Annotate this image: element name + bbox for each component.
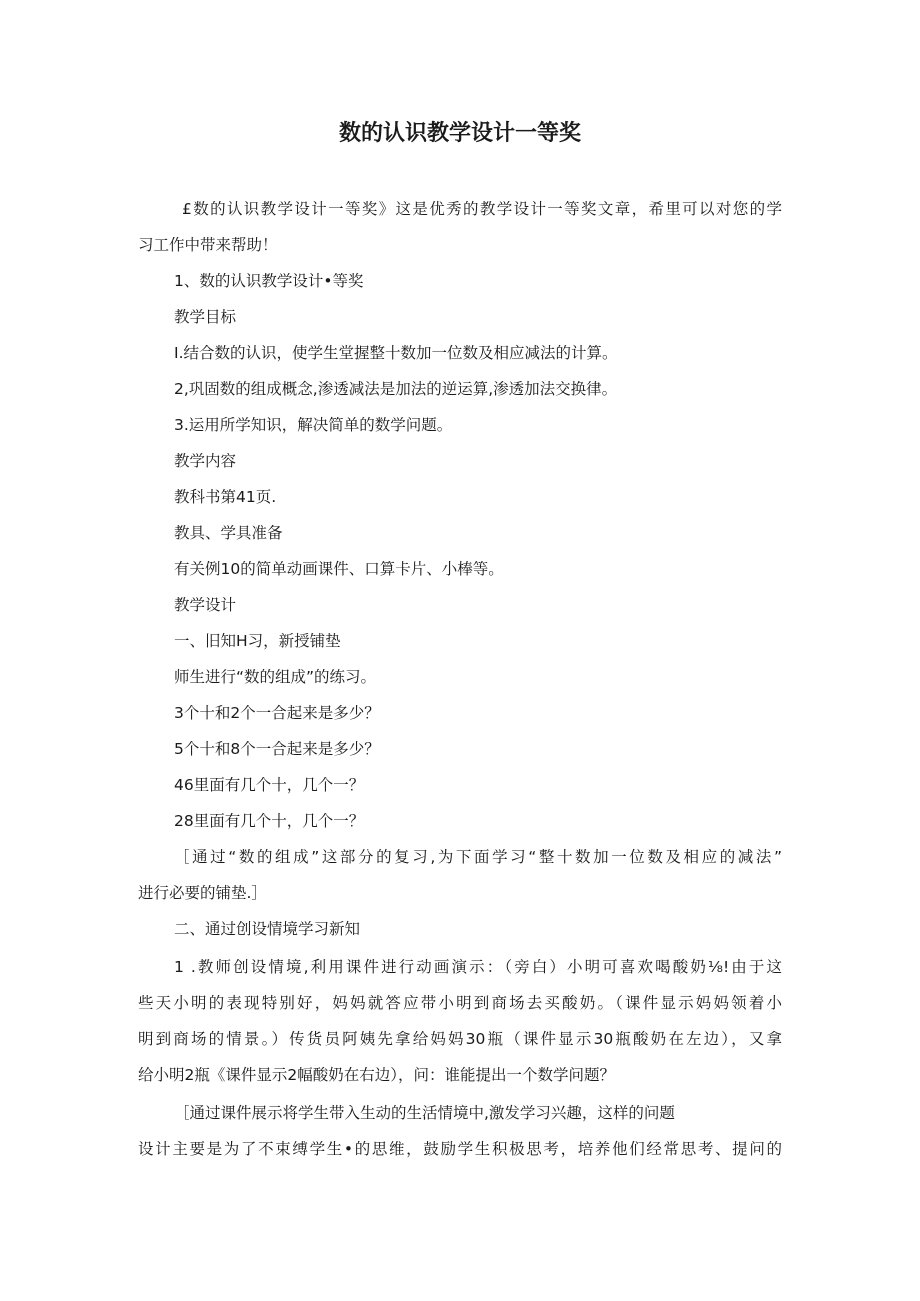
paragraph-line: 有关例10的简单动画课件、口算卡片、小棒等。: [174, 560, 504, 578]
section-heading: 1、数的认识教学设计•等奖: [174, 272, 364, 290]
section-heading: 教具、学具准备: [174, 524, 283, 542]
annotation-line: ［通过课件展示将学生带入生动的生活情境中,激发学习兴趣，这样的问题: [174, 1104, 675, 1122]
paragraph-line: 师生进行“数的组成”的练习。: [174, 668, 377, 686]
paragraph-line: £数的认识教学设计一等奖》这是优秀的教学设计一等奖文章，希里可以对您的学: [182, 200, 782, 218]
annotation-line: 进行必要的铺垫.］: [138, 884, 267, 902]
section-heading: 教学设计: [174, 596, 237, 614]
paragraph-line: 明到商场的情景。）传货员阿姨先拿给妈妈30瓶（课件显示30瓶酸奶在左边），又拿: [138, 1030, 782, 1048]
section-heading: 一、旧知H习，新授铺垫: [174, 632, 341, 650]
paragraph-line: 给小明2瓶《课件显示2幅酸奶在右边），问：谁能提出一个数学问题？: [138, 1066, 615, 1084]
question-line: 5个十和8个一合起来是多少？: [174, 740, 380, 758]
paragraph-line: 1 .教师创设情境,利用课件进行动画演示：（旁白）小明可喜欢喝酸奶⅛!由于这: [174, 958, 782, 976]
document-title: 数的认识教学设计一等奖: [338, 121, 581, 146]
question-line: 46里面有几个十，几个一？: [174, 776, 365, 794]
section-heading: 二、通过创设情境学习新知: [174, 920, 361, 938]
paragraph-line: 教科书第41页.: [174, 488, 277, 506]
list-item: 2,巩固数的组成概念,渗透减法是加法的逆运算,渗透加法交换律。: [174, 380, 618, 398]
annotation-line: ［通过“数的组成”这部分的复习,为下面学习“整十数加一位数及相应的减法”: [174, 848, 782, 866]
list-item: I.结合数的认识，使学生堂握整十数加一位数及相应减法的计算。: [174, 344, 618, 362]
section-heading: 教学内容: [174, 452, 237, 470]
paragraph-line: 习工作中带来帮助！: [138, 236, 278, 254]
annotation-line: 设计主要是为了不束缚学生•的思维，鼓励学生积极思考，培养他们经常思考、提问的: [138, 1140, 782, 1158]
paragraph-line: 些天小明的表现特别好，妈妈就答应带小明到商场去买酸奶。（课件显示妈妈领着小: [138, 994, 782, 1012]
list-item: 3.运用所学知识，解决简单的数学问题。: [174, 416, 453, 434]
question-line: 28里面有几个十，几个一？: [174, 812, 365, 830]
question-line: 3个十和2个一合起来是多少？: [174, 704, 380, 722]
section-heading: 教学目标: [174, 308, 237, 326]
